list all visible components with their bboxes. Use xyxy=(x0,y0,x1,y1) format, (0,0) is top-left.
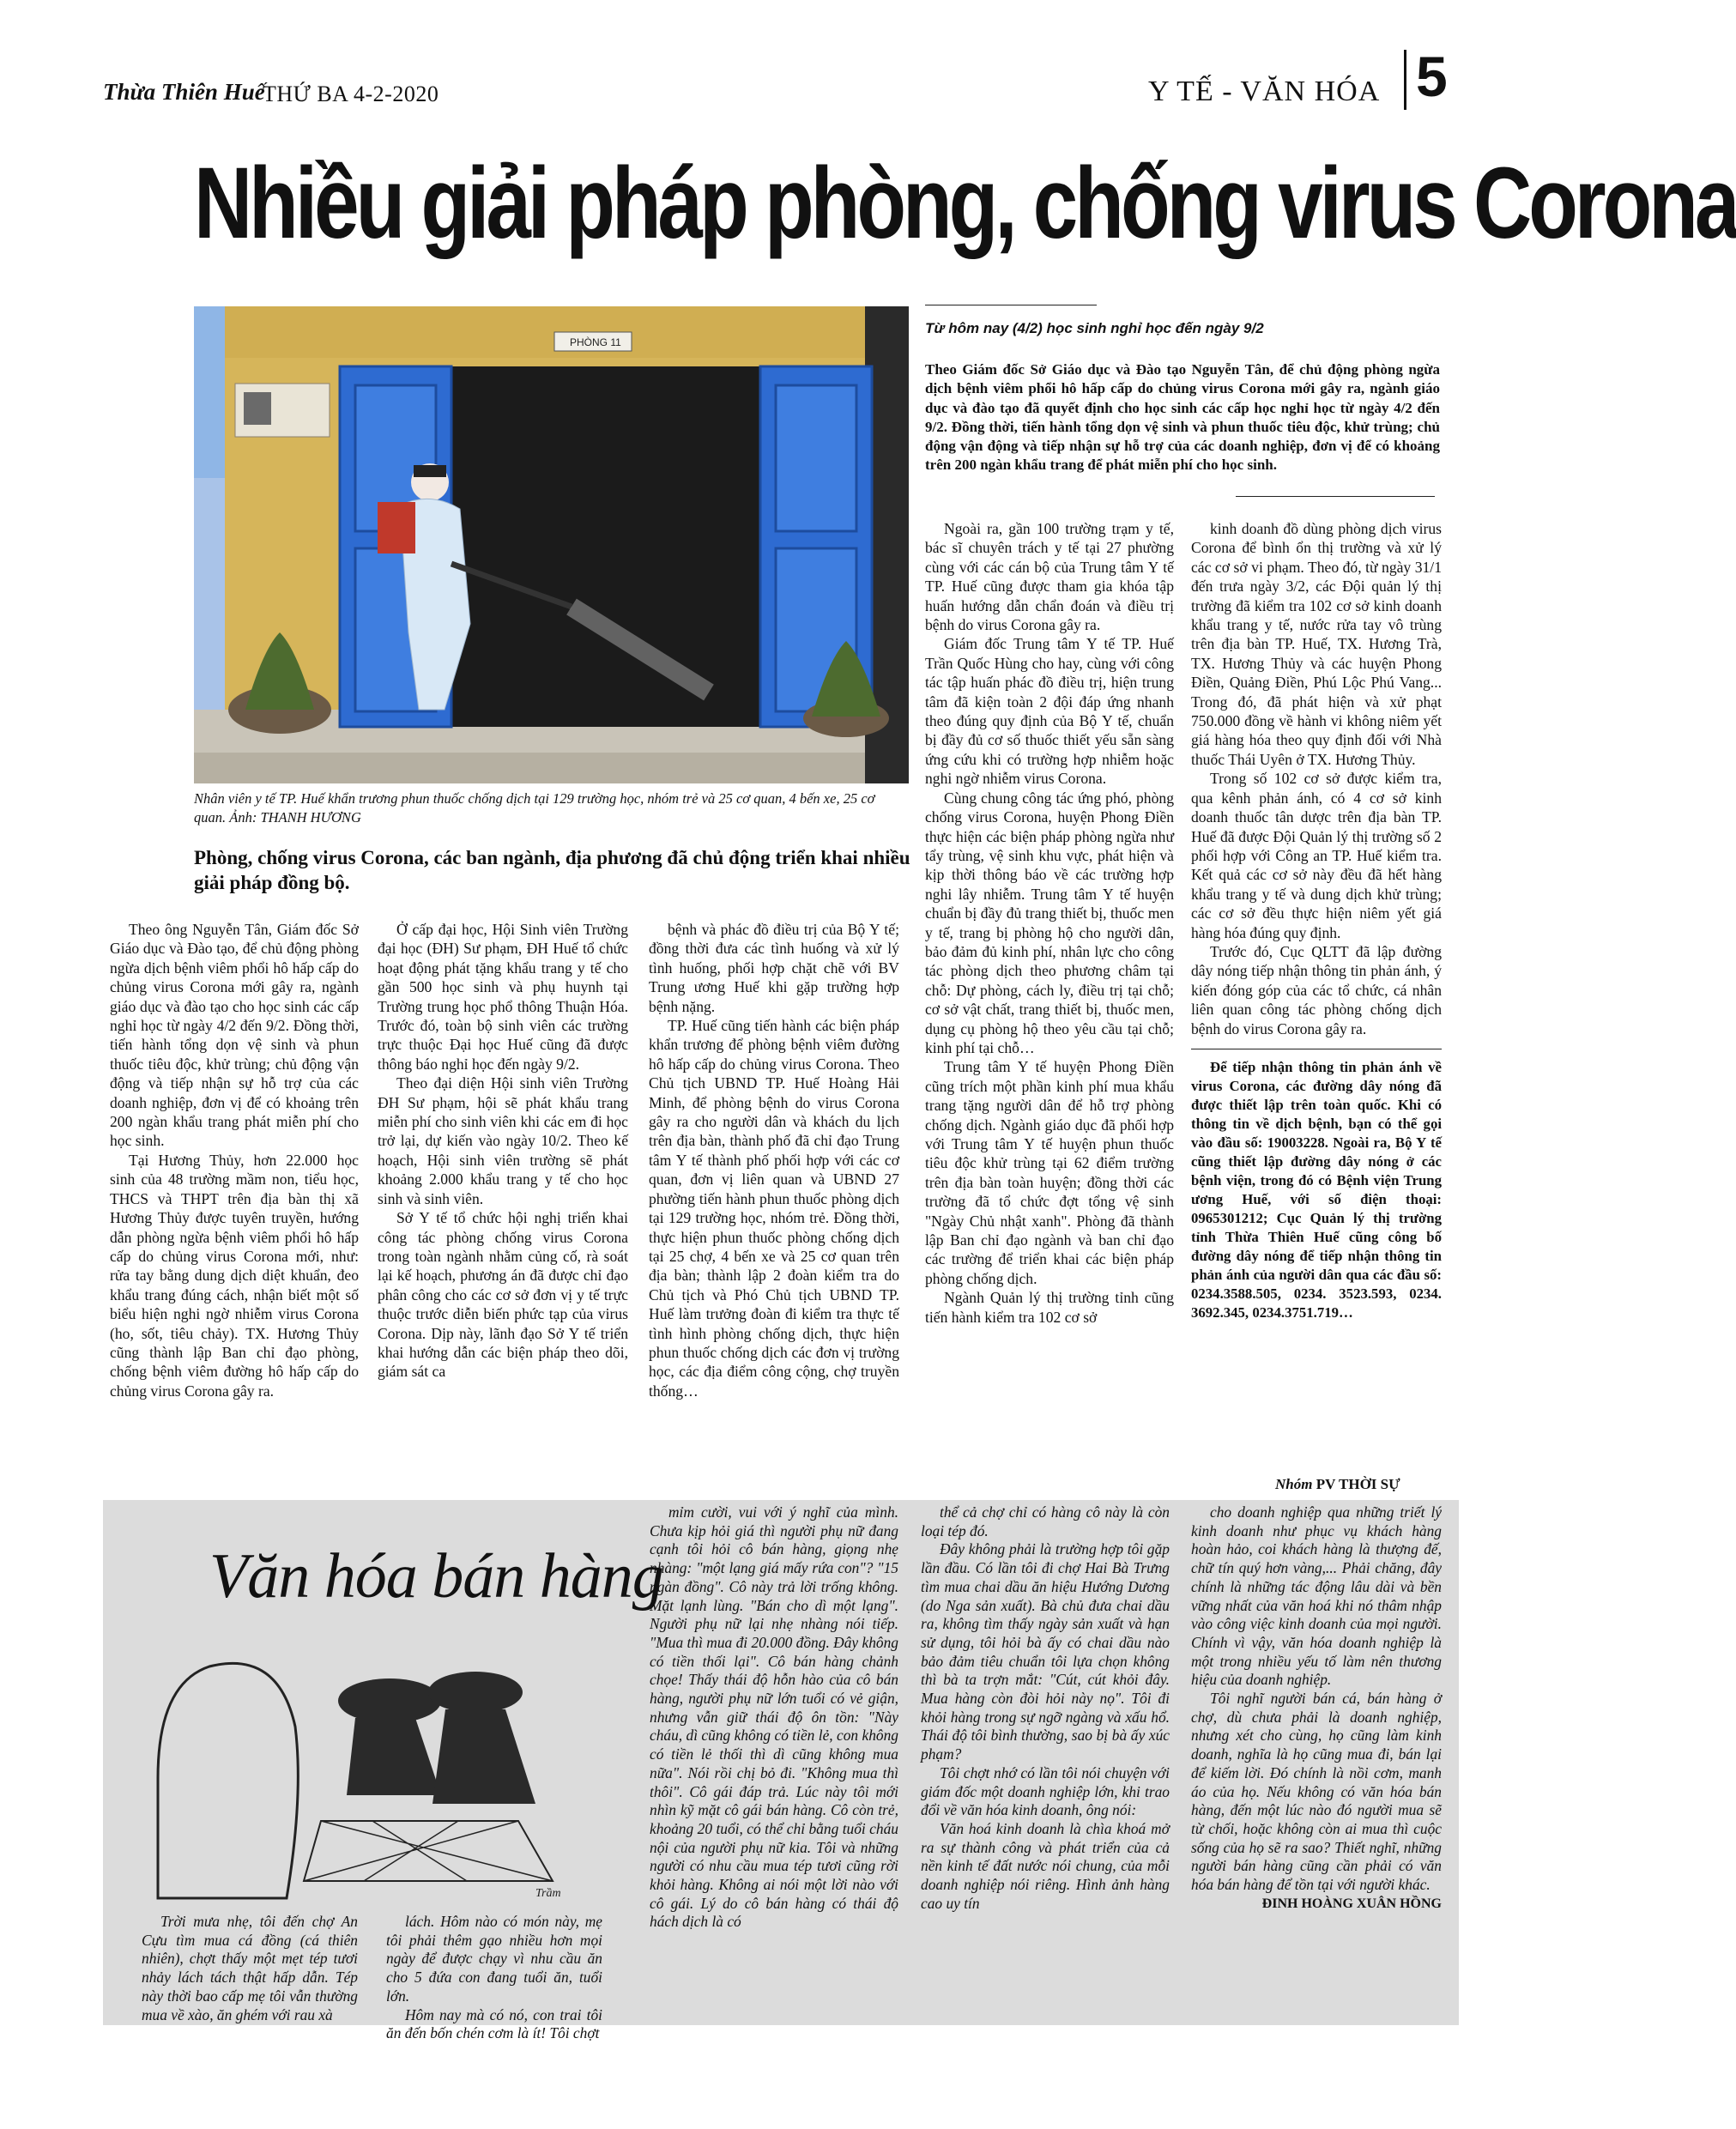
feature-column-1 xyxy=(142,1913,358,2024)
paragraph: Hôm nay mà có nó, con trai tôi ăn đến bốn chén cơm là ít! Tôi chợt xyxy=(386,2005,602,2042)
feature-column-2 xyxy=(386,1913,602,2043)
headline: Nhiều giải pháp phòng, chống virus Corona xyxy=(194,147,1736,260)
hotline-box: Để tiếp nhận thông tin phản ánh về virus Corona, các đường dây nóng đã được thiết lập trên toàn quốc. Khi có thông tin về dịch bệnh, bạn có thể gọi vào đầu số: 19003228. Ngoài ra, Bộ Y tế cũng thiết lập đường dây nóng ở các bệnh viện, trong đó có Bệnh viện Trung ương Huế, với số điện thoại: 0965301212; Cục Quản lý thị trường tỉnh Thừa Thiên Huế cũng công bố đường dây nóng để tiếp nhận thông tin phản ánh của người dân qua các đầu số: 0234.3588.505, 0234. 3523.593, 0234. 3692.345, 0234.3751.719… xyxy=(1191,1058,1442,1321)
paragraph: Trong số 102 cơ sở được kiểm tra, qua kênh phản ánh, có 4 cơ sở kinh doanh thuốc tân dược trên địa bàn TP. Huế đã được Đội Quản lý thị trường số 2 phối hợp với Công an TP. Huế kiểm tra. Kết quả các cơ sở này đều đã hết hàng khẩu trang y tế và dung dịch khử trùng; các cơ sở đều thực hiện niêm yết giá hàng hóa đúng quy định. xyxy=(1191,770,1442,941)
byline-name: PV THỜI SỰ xyxy=(1316,1476,1400,1492)
paragraph: Sở Y tế tổ chức hội nghị triển khai công tác phòng chống virus Corona trong toàn ngành nhằm củng cố, rà soát lại kế hoạch, phương án đã được chỉ đạo phân công cho các cơ sở đơn vị y tế trực thuộc trước diễn biến phức tạp của virus Corona. Dịp này, lãnh đạo Sở Y tế triển khai hướng dẫn các biện pháp theo dõi, giám sát ca xyxy=(378,1209,628,1381)
paragraph: Văn hoá kinh doanh là chìa khoá mở ra sự thành công và phát triển của cả nền kinh tế đất nước nói chung, của mỗi doanh nghiệp nói riêng. Hình ảnh hàng cao uy tín xyxy=(921,1819,1170,1912)
feature-column-4 xyxy=(921,1503,1170,1913)
paragraph: TP. Huế cũng tiến hành các biện pháp khẩn trương để phòng bệnh viêm đường hô hấp cấp do chủng virus Corona. Theo Chủ tịch UBND TP. Huế Hoàng Hải Minh, để phòng bệnh do virus Corona gây ra cho người dân và khách du lịch trên địa bàn, thành phố đã chỉ đạo Trung tâm Y tế thành phố phối hợp với các cơ quan, đơn vị liên quan và UBND 27 phường tiến hành phun thuốc phòng dịch tại 129 trường học, nhóm trẻ. Đồng thời, thực hiện phun thuốc phòng chống dịch tại 25 chợ, 4 bến xe và 25 cơ quan trên địa bàn; thành lập 2 đoàn kiểm tra do Chủ tịch và Phó Chủ tịch UBND TP. Huế làm trưởng đoàn đi kiểm tra thực tế tình hình phòng chống dịch, thực hiện phun thuốc chống dịch các đơn vị trường học, các địa điểm công cộng, chợ truyền thống… xyxy=(649,1017,899,1400)
paragraph: Tôi chợt nhớ có lần tôi nói chuyện với giám đốc một doanh nghiệp lớn, khi trao đổi về văn hóa kinh doanh, ông nói: xyxy=(921,1763,1170,1819)
paragraph: Theo ông Nguyễn Tân, Giám đốc Sở Giáo dục và Đào tạo, để chủ động phòng ngừa dịch bệnh viêm phổi hô hấp cấp do chủng virus Corona mới gây ra, ngành giáo dục và đào tạo cho học sinh các cấp nghỉ học từ ngày 4/2 đến 9/2. Đồng thời, tiến hành tổng dọn vệ sinh và phun thuốc tiêu độc, khử trùng; chủ động vận động và tiếp nhận sự hỗ trợ của các doanh nghiệp, đơn vị để có khoảng trên 200 ngàn khẩu trang phát miễn phí cho học sinh. xyxy=(110,921,359,1150)
market-sketch-illustration xyxy=(106,1624,587,1907)
article-column-1 xyxy=(110,920,359,1400)
article-column-2 xyxy=(378,920,628,1382)
header-divider xyxy=(1404,50,1406,110)
paragraph: Theo đại diện Hội sinh viên Trường ĐH Sư phạm, hội sẽ phát khẩu trang miễn phí cho sinh viên khi các em đi học trở lại, dự kiến vào ngày 10/2. Theo kế hoạch, Hội sinh viên trường sẽ phát khoảng 2.000 khẩu trang y tế cho học sinh và sinh viên. xyxy=(378,1074,628,1207)
article-byline xyxy=(1275,1476,1400,1493)
paragraph: Trung tâm Y tế huyện Phong Điền cũng trích một phần kinh phí mua khẩu trang tặng người dân để hỗ trợ phòng chống dịch. Ngành giáo dục đã phối hợp với Trung tâm Y tế huyện phun thuốc tiêu độc khử trùng tại 62 điểm trường trên địa bàn toàn huyện; đồng thời các trường đã tổ chức đợt tổng vệ sinh "Ngày Chủ nhật xanh". Phòng đã thành lập Ban chỉ đạo ngành và ban chỉ đạo các trường để triển khai các biện pháp phòng chống dịch. xyxy=(925,1058,1174,1287)
paragraph: bệnh và phác đồ điều trị của Bộ Y tế; đồng thời đưa các tình huống và xử lý tình huống, phối hợp chặt chẽ với BV Trung ương Huế khi gặp trường hợp bệnh nặng. xyxy=(649,921,899,1015)
paragraph: Đây không phải là trường hợp tôi gặp lần đầu. Có lần tôi đi chợ Hai Bà Trưng tìm mua chai dầu ăn hiệu Hướng Dương (do Nga sản xuất). Bà chủ đưa chai dầu ra, không tìm thấy ngày sản xuất và hạn sử dụng, tôi hỏi bà ấy có chai dầu nào bảo đảm tiêu chuẩn tôi lựa chọn không thì bà ta trợn mắt: "Cút, cút khỏi đây. Mua hàng còn đòi hỏi này nọ". Tôi đi khỏi hàng trong sự ngỡ ngàng và xấu hổ. Thái độ tôi bình thường, sao bị bà ấy xúc phạm? xyxy=(921,1540,1170,1763)
paragraph: Tại Hương Thủy, hơn 22.000 học sinh của 48 trường mầm non, tiểu học, THCS và THPT trên địa bàn thị xã Hương Thủy được tuyên truyền, hướng dẫn phòng ngừa bệnh viêm phổi hô hấp cấp do chủng virus Corona mới, như: rửa tay bằng dung dịch diệt khuẩn, đeo khẩu trang đúng cách, nhận biết một số biểu hiện nghi ngờ nhiễm virus Corona (ho, sốt, tiêu chảy). TX. Hương Thủy cũng thành lập Ban chỉ đạo phòng, chống bệnh viêm đường hô hấp cấp do chủng virus Corona gây ra. xyxy=(110,1151,359,1400)
publication-name: Thừa Thiên Huế xyxy=(103,79,265,105)
room-sign: PHÒNG 11 xyxy=(570,336,621,348)
paragraph: Ngoài ra, gần 100 trường trạm y tế, bác sĩ chuyên trách y tế tại 27 phường cùng với các cán bộ của Trung tâm Y tế TP. Huế cũng được tham gia khóa tập huấn hướng dẫn chẩn đoán và điều trị bệnh do virus Corona gây ra. xyxy=(925,520,1174,634)
paragraph: thể cả chợ chỉ có hàng cô này là còn loại tép đó. xyxy=(921,1503,1170,1539)
sidebar-body: Theo Giám đốc Sở Giáo dục và Đào tạo Nguyễn Tân, để chủ động phòng ngừa dịch bệnh viêm phổi hô hấp cấp do chủng virus Corona mới gây ra, ngành giáo dục và đào tạo đã quyết định cho học sinh các cấp học nghỉ học từ ngày 4/2 đến 9/2. Đồng thời, tiến hành tổng dọn vệ sinh và phun thuốc tiêu độc, khử trùng; chủ động vận động và tiếp nhận sự hỗ trợ của các doanh nghiệp, đơn vị để có khoảng trên 200 ngàn khẩu trang để phát miễn phí cho học sinh. xyxy=(925,361,1440,474)
article-lead: Phòng, chống virus Corona, các ban ngành, địa phương đã chủ động triển khai nhiều giải pháp đồng bộ. xyxy=(194,847,910,893)
article-column-3 xyxy=(649,920,899,1400)
feature-illustration xyxy=(106,1624,587,1907)
paragraph: Cùng chung công tác ứng phó, phòng chống virus Corona, huyện Phong Điền thực hiện các biện pháp phòng ngừa như tẩy trùng, vệ sinh khu vực, phát hiện và kịp thời thông báo về các trường hợp nghi lây nhiễm. Trung tâm Y tế huyện chuẩn bị đầy đủ trang thiết bị, thuốc men y tế, trang bị phòng hộ cho người dân, bảo đảm đủ kinh phí, nhân lực cho công tác phòng dịch theo phương châm tại chỗ: Dự phòng, cách ly, điều trị tại chỗ; cơ sở vật chất, trang thiết bị, thuốc men, dụng cụ phòng hộ theo yêu cầu tại chỗ; kinh phí tại chỗ… xyxy=(925,789,1174,1056)
feature-author: ĐINH HOÀNG XUÂN HỒNG xyxy=(1261,1896,1442,1911)
paragraph: Giám đốc Trung tâm Y tế TP. Huế Trần Quốc Hùng cho hay, cùng với công tác tập huấn phác đồ điều trị, hiện trung tâm đã kiện toàn 2 đội đáp ứng nhanh theo đúng quy định của Bộ Y tế, chuẩn bị đầy đủ cơ số thuốc thiết yếu sẵn sàng ứng cứu khi có trường hợp nhiễm hoặc nghi ngờ nhiễm virus Corona. xyxy=(925,635,1174,788)
paragraph: lách. Hôm nào có món này, mẹ tôi phải thêm gạo nhiều hơn mọi ngày để được chạy vì nhu cầu ăn cho 5 đứa con đang tuổi ăn, tuổi lớn. xyxy=(386,1913,602,2005)
illustrator-signature: Trầm xyxy=(535,1887,561,1900)
feature-column-3 xyxy=(650,1503,898,1932)
byline-prefix: Nhóm xyxy=(1275,1476,1313,1492)
feature-column-5 xyxy=(1191,1503,1442,1913)
paragraph: Trước đó, Cục QLTT đã lập đường dây nóng tiếp nhận thông tin phản ánh, ý kiến đóng góp của các tổ chức, cá nhân liên quan công tác phòng chống dịch bệnh do virus Corona gây ra. xyxy=(1191,942,1442,1037)
issue-date: THỨ BA 4-2-2020 xyxy=(263,82,439,106)
paragraph: Ở cấp đại học, Hội Sinh viên Trường đại học (ĐH) Sư phạm, ĐH Huế tổ chức hoạt động phát tặng khẩu trang y tế cho gần 500 học sinh và phụ huynh tại Trường trung học phổ thông Thuận Hóa. Trước đó, toàn bộ sinh viên các trường trực thuộc Đại học Huế cũng đã được thông báo nghỉ học đến ngày 9/2. xyxy=(378,921,628,1073)
paragraph: cho doanh nghiệp qua những triết lý kinh doanh như phục vụ khách hàng hoàn hảo, coi khách hàng là thượng đế, chữ tín quý hơn vàng,... Phải chăng, đây chính là những tác động lâu dài và bền vững nhất của văn hoá khi nó thâm nhập vào công việc kinh doanh của mọi người. Chính vì vậy, văn hóa doanh nghiệp là một trong nhiều yếu tố làm nên thương hiệu của doanh nghiệp. xyxy=(1191,1503,1442,1689)
paragraph: Tôi nghĩ người bán cá, bán hàng ở chợ, dù chưa phải là doanh nghiệp, nhưng xét cho cùng, họ cũng làm kinh doanh, nghĩa là họ cũng mua đi, bán lại để kiếm lời. Đó chính là nồi cơm, manh áo của họ. Nếu không có văn hóa bán hàng, đến một lúc nào đó người mua sẽ từ chối, hoặc không còn ai mua thì cuộc sống của họ sẽ ra sao? Thiết nghĩ, những người bán hàng cũng cần phải có văn hóa bán hàng để tồn tại với người khác. xyxy=(1191,1690,1442,1894)
disinfection-photo-illustration xyxy=(194,306,909,783)
section-label: Y TẾ - VĂN HÓA xyxy=(1148,76,1381,107)
photo-caption: Nhân viên y tế TP. Huế khẩn trương phun thuốc chống dịch tại 129 trường học, nhóm trẻ và 25 cơ quan, 4 bến xe, 25 cơ quan. Ảnh: THANH HƯƠNG xyxy=(194,790,875,826)
paragraph: kinh doanh đồ dùng phòng dịch virus Corona để bình ổn thị trường và xử lý các cơ sở vi phạm. Theo đó, từ ngày 31/1 đến trưa ngày 3/2, các Đội quản lý thị trường đã kiểm tra 102 cơ sở kinh doanh khẩu trang y tế, nước rửa tay vô trùng trên địa bàn TP. Huế, TX. Hương Trà, TX. Hương Thủy và các huyện Phong Điền, Quảng Điền, Phú Lộc Phú Vang... Trong đó, đã phát hiện và xử phạt 750.000 đồng về hành vi không niêm yết giá hàng hóa theo quy định đối với Nhà thuốc Thái Uyên ở TX. Hương Thủy. xyxy=(1191,520,1442,768)
article-column-5 xyxy=(1191,519,1442,1322)
paragraph: Ngành Quản lý thị trường tỉnh cũng tiến hành kiểm tra 102 cơ sở xyxy=(925,1289,1174,1326)
sidebar-title: Từ hôm nay (4/2) học sinh nghỉ học đến ngày 9/2 xyxy=(925,320,1264,336)
article-column-4 xyxy=(925,519,1174,1327)
page-number: 5 xyxy=(1416,45,1448,108)
sidebar-bottom-rule xyxy=(1236,496,1435,497)
paragraph: Trời mưa nhẹ, tôi đến chợ An Cựu tìm mua cá đồng (cá thiên nhiên), chợt thấy một mẹt tép tươi nhảy lách tách thật hấp dẫn. Tép này thời bao cấp mẹ tôi vẫn thường mua về xào, ăn ghém với rau xà xyxy=(142,1913,358,2023)
news-photo xyxy=(194,306,909,783)
feature-title: Văn hóa bán hàng xyxy=(209,1541,663,1612)
paragraph: mỉm cười, vui với ý nghĩ của mình. Chưa kịp hỏi giá thì người phụ nữ đang cạnh tôi hỏi cô bán hàng, giọng nhẹ nhàng: "một lạng giá mấy rứa con"? "15 ngàn đồng". Cô này trả lời trống không. Mặt lạnh lùng. "Bán cho dì một lạng". Người phụ nữ lại nhẹ nhàng nói tiếp. "Mua thì mua đi 20.000 đồng. Đây không có tiền thối lại". Cô bán hàng chảnh chọe! Thấy thái độ hỗn hào của cô bán hàng, người phụ nữ lớn tuổi có vẻ giận, nhưng vẫn giữ thái độ ôn tồn: "Này cháu, dì cũng không có tiền lẻ, con không có tiền lẻ thối thì dì cũng không mua nữa". Nói rồi chị bỏ đi. "Không mua thì thôi". Cô gái đáp trả. Lúc này tôi mới nhìn kỹ mặt cô gái bán hàng. Cô còn trẻ, khoảng 20 tuổi, có thể chỉ bằng tuổi cháu nội của người phụ nữ kia. Tôi và những người có nhu cầu mua tép tươi cũng rời khỏi hàng. Không ai nói một lời nào với cô gái. Lý do cô bán hàng có thái độ hách dịch là có xyxy=(650,1503,898,1931)
